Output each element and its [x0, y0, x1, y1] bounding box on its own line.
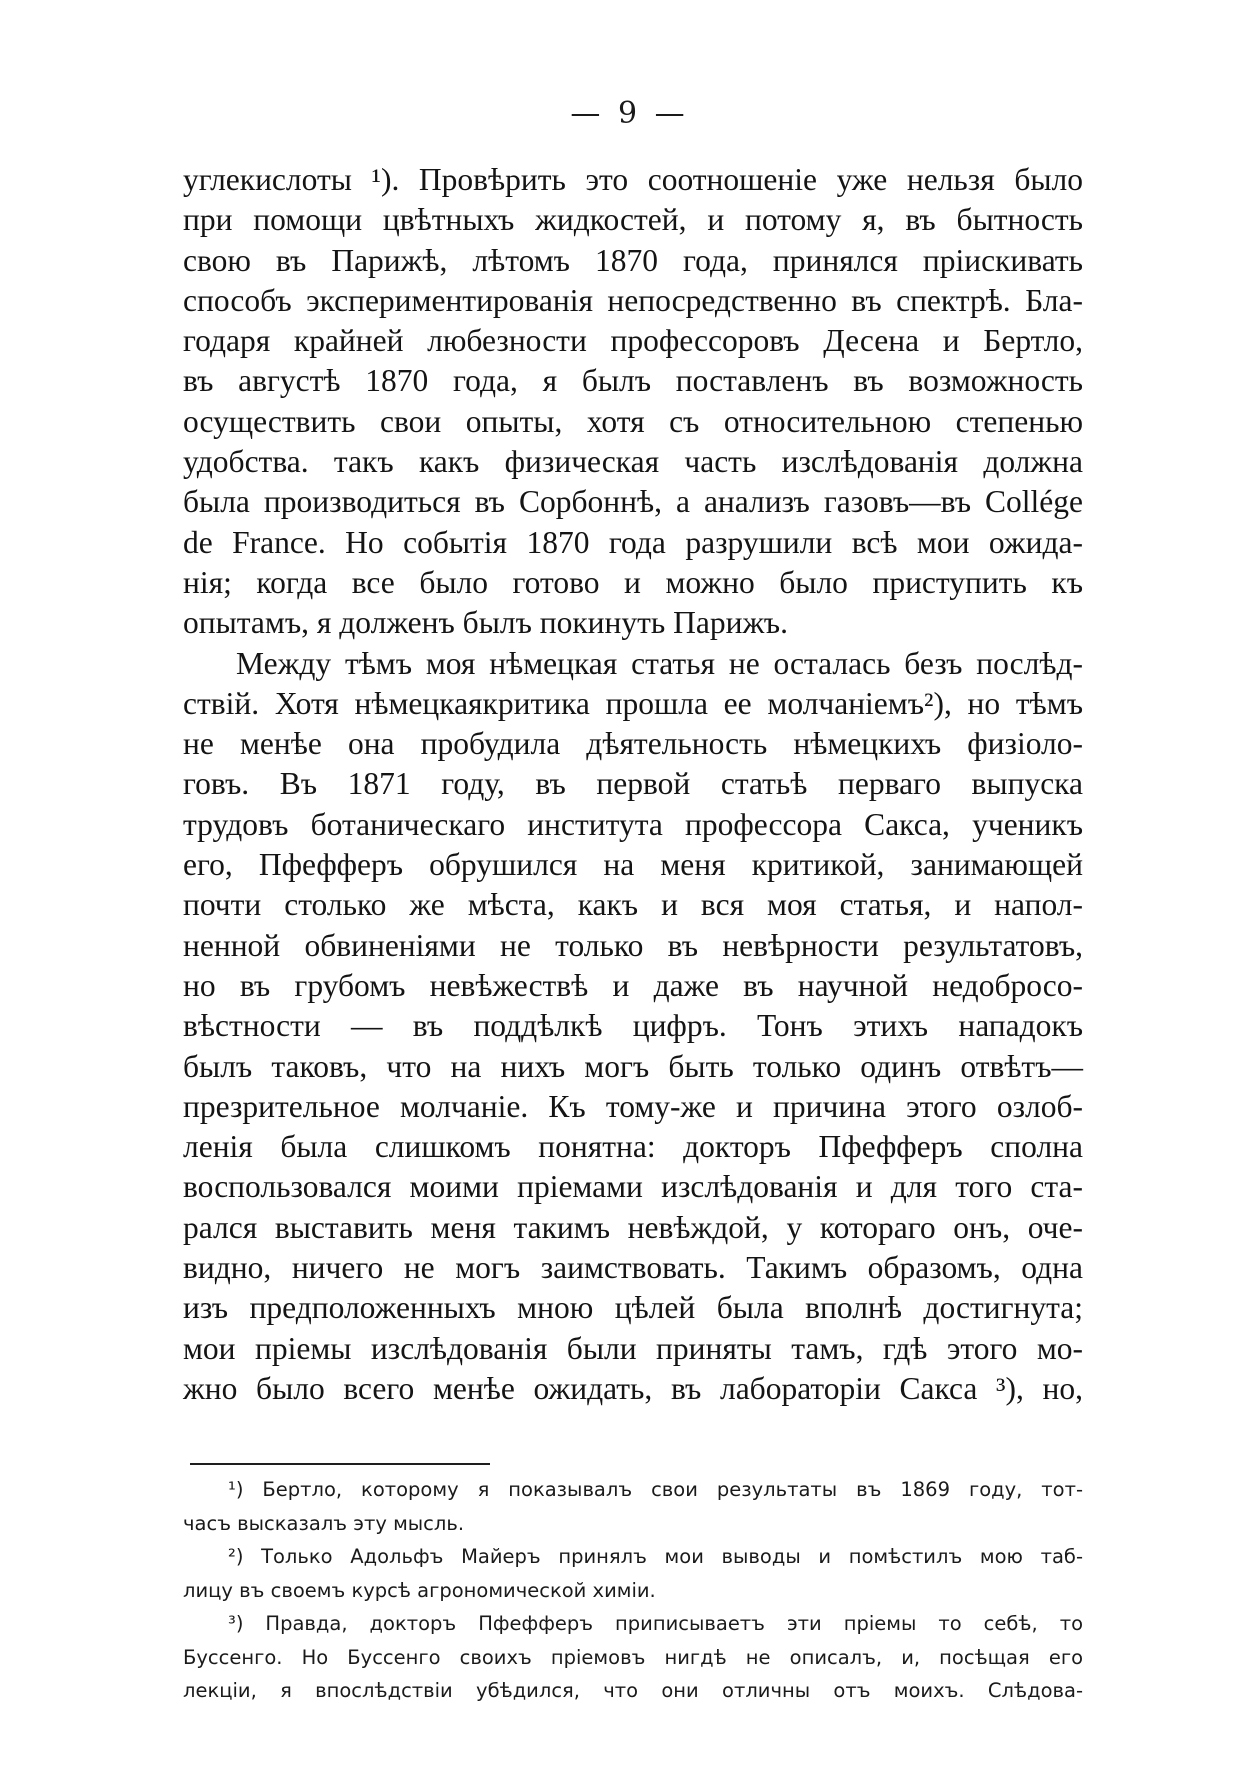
text-line: въ августѣ 1870 года, я былъ поставленъ въ возможность: [183, 363, 1083, 399]
main-text: [183, 160, 1083, 1409]
text-line: вѣстности — въ поддѣлкѣ цифръ. Тонъ этихъ нападокъ: [183, 1008, 1083, 1044]
text-line: былъ таковъ, что на нихъ могъ быть только одинъ отвѣтъ—: [183, 1048, 1083, 1084]
text-line: жно было всего менѣе ожидать, въ лабораторіи Сакса ³), но,: [183, 1370, 1083, 1406]
footnote-2: [183, 1540, 1083, 1607]
footnote-3: [183, 1607, 1083, 1708]
text-line: ствій. Хотя нѣмецкаякритика прошла ее молчаніемъ²), но тѣмъ: [183, 685, 1083, 721]
text-line: его, Пфефферъ обрушился на меня критикой, занимающей: [183, 847, 1083, 883]
text-line: способъ экспериментированія непосредственно въ спектрѣ. Бла-: [183, 282, 1083, 318]
footnotes: [183, 1473, 1083, 1708]
footnote-1: [183, 1473, 1083, 1540]
footnote-line: лицу въ своемъ курсѣ агрономической химіи.: [183, 1578, 656, 1602]
text-line: годаря крайней любезности профессоровъ Десена и Бертло,: [183, 323, 1083, 359]
footnote-divider: [190, 1463, 490, 1465]
text-line: свою въ Парижѣ, лѣтомъ 1870 года, принялся пріискивать: [183, 242, 1083, 278]
text-line: не менѣе она пробудила дѣятельность нѣмецкихъ физіоло-: [183, 726, 1083, 762]
text-line: была производиться въ Сорбоннѣ, а анализъ газовъ—въ Collége: [183, 484, 1083, 520]
text-line: углекислоты ¹). Провѣрить это соотношеніе уже нельзя было: [183, 162, 1083, 197]
footnote-line: лекціи, я впослѣдствіи убѣдился, что они отличны отъ моихъ. Слѣдова-: [183, 1679, 1083, 1702]
text-line: почти столько же мѣста, какъ и вся моя статья, и напол-: [183, 887, 1083, 923]
footnote-line: Буссенго. Но Буссенго своихъ пріемовъ нигдѣ не описалъ, и, посѣщая его: [183, 1645, 1083, 1669]
text-line: нія; когда все было готово и можно было приступить къ: [183, 564, 1083, 600]
text-line: Между тѣмъ моя нѣмецкая статья не осталась безъ послѣд-: [236, 645, 1083, 681]
text-line: при помощи цвѣтныхъ жидкостей, и потому я, въ бытность: [183, 202, 1083, 238]
footnote-line: ²) Только Адольфъ Майеръ принялъ мои выводы и помѣстилъ мою таб-: [228, 1545, 1083, 1568]
page-number: — 9 —: [570, 96, 689, 131]
text-line: трудовъ ботаническаго института профессора Сакса, ученикъ: [183, 806, 1083, 842]
text-line: удобства. такъ какъ физическая часть изслѣдованія должна: [183, 444, 1083, 480]
text-line: видно, ничего не могъ заимствовать. Такимъ образомъ, одна: [183, 1250, 1083, 1286]
text-line: ленія была слишкомъ понятна: докторъ Пфефферъ сполна: [183, 1129, 1083, 1165]
text-line: воспользовался моими пріемами изслѣдованія и для того ста-: [183, 1169, 1083, 1205]
footnote-line: ¹) Бертло, которому я показывалъ свои результаты въ 1869 году, тот-: [228, 1478, 1083, 1501]
paragraph: [183, 644, 1083, 1410]
text-line: говъ. Въ 1871 году, въ первой статьѣ перваго выпуска: [183, 766, 1083, 802]
text-line: мои пріемы изслѣдованія были приняты тамъ, гдѣ этого мо-: [183, 1330, 1083, 1366]
text-line: презрительное молчаніе. Къ тому-же и причина этого озлоб-: [183, 1088, 1083, 1124]
text-line: осуществить свои опыты, хотя съ относительною степенью: [183, 403, 1083, 439]
text-line: рался выставить меня такимъ невѣждой, у котораго онъ, оче-: [183, 1209, 1083, 1245]
paragraph: [183, 160, 1083, 644]
footnote-line: ³) Правда, докторъ Пфефферъ приписываетъ эти пріемы то себѣ, то: [228, 1612, 1083, 1635]
text-line: но въ грубомъ невѣжествѣ и даже въ научной недобросо-: [183, 967, 1083, 1003]
text-line: ненной обвиненіями не только въ невѣрности результатовъ,: [183, 927, 1083, 963]
footnote-line: часъ высказалъ эту мысль.: [183, 1511, 465, 1535]
text-line: de France. Но событія 1870 года разрушили всѣ мои ожида-: [183, 524, 1083, 560]
text-line: изъ предположенныхъ мною цѣлей была вполнѣ достигнута;: [183, 1290, 1083, 1326]
text-line: опытамъ, я долженъ былъ покинуть Парижъ.: [183, 605, 788, 641]
